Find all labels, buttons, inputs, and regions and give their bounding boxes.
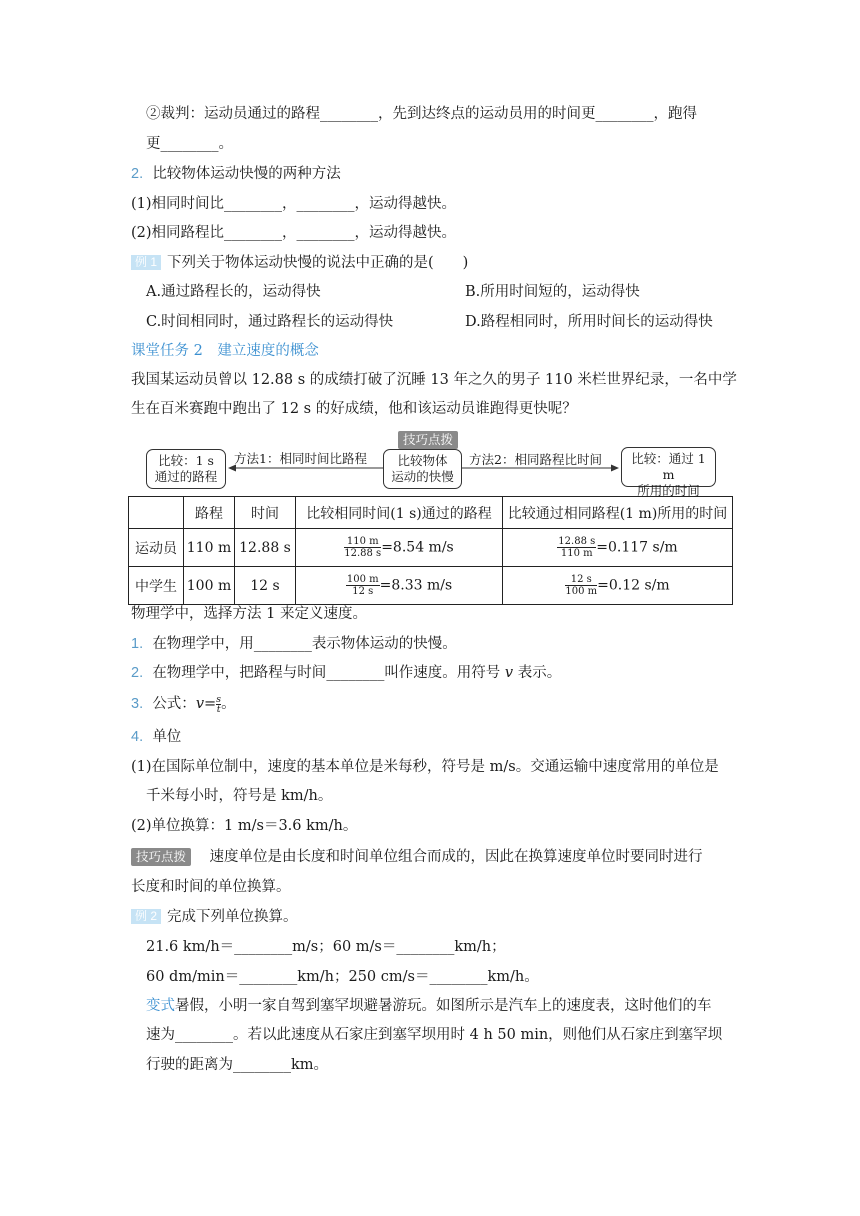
blank: ________: [320, 106, 378, 122]
tip-badge: 技巧点拨: [131, 848, 191, 866]
variant-line-2: 速为________。若以此速度从石家庄到塞罕坝用时 4 h 50 min，则他们从石家庄到塞罕坝: [146, 1027, 723, 1043]
variant-line-1: 变式暑假，小明一家自驾到塞罕坝避暑游玩。如图所示是汽车上的速度表，这时他们的车: [146, 998, 712, 1014]
fraction-cell: $\frac{12 s}{100 m}$ =0.12 s/m: [503, 567, 733, 605]
speed-formula-fraction: $\frac{s}{t}$: [216, 693, 222, 715]
method-1-line: (1)相同时间比________，________，运动得越快。: [131, 196, 457, 212]
fraction-cell: $\frac{12.88 s}{110 m}$ =0.117 s/m: [503, 529, 733, 567]
diagram-badge: 技巧点拨: [398, 431, 458, 449]
unit-1-line-2: 千米每小时，符号是 km/h。: [146, 788, 333, 804]
example-tag: 例 2: [131, 909, 161, 924]
intro-line-2: 生在百米赛跑中跑出了 12 s 的好成绩，他和该运动员谁跑得更快呢？: [131, 401, 577, 417]
diagram-method-1-label: 方法1：相同时间比路程: [234, 451, 367, 466]
diagram-arrows: [0, 0, 860, 500]
judge-line-cont: 更________。: [146, 136, 233, 152]
diagram-center-box: 比较物体 运动的快慢: [383, 449, 462, 489]
choose-method-line: 物理学中，选择方法 1 来定义速度。: [131, 606, 367, 622]
variant-tag: 变式: [146, 998, 175, 1014]
blank: ________: [595, 106, 654, 122]
task-2-heading: 课堂任务 2 建立速度的概念: [131, 343, 319, 359]
option-b: B.所用时间短的，运动得快: [465, 284, 640, 300]
diagram-left-box: 比较：1 s 通过的路程: [146, 449, 226, 489]
method-2-line: (2)相同路程比________，________，运动得越快。: [131, 225, 457, 241]
option-c: C.时间相同时，通过路程长的运动得快: [146, 314, 394, 330]
def-3-formula: 3. 公式：v= $\frac{s}{t}$ 。: [131, 693, 236, 715]
conversion-line-2: 60 dm/min＝________km/h；250 cm/s＝________km/h。: [146, 969, 539, 985]
variant-line-3: 行驶的距离为________km。: [146, 1057, 329, 1073]
tip-paragraph: 技巧点拨 速度单位是由长度和时间单位组合而成的，因此在换算速度单位时要同时进行: [131, 847, 702, 867]
diagram-right-box: 比较：通过 1 m 所用的时间: [621, 447, 716, 487]
def-2: 2. 在物理学中，把路程与时间________叫作速度。用符号 v 表示。: [131, 665, 562, 681]
judge-line: ②裁判：运动员通过的路程________，先到达终点的运动员用的时间更________，跑得: [146, 106, 697, 122]
conversion-line-1: 21.6 km/h＝________m/s；60 m/s＝________km/h；: [146, 939, 506, 955]
intro-line-1: 我国某运动员曾以 12.88 s 的成绩打破了沉睡 13 年之久的男子 110 米栏世界纪录，一名中学: [131, 372, 737, 388]
table-header-row: 路程 时间 比较相同时间(1 s)通过的路程 比较通过相同路程(1 m)所用的时间: [129, 497, 733, 529]
table-row: 中学生 100 m 12 s $\frac{100 m}{12 s}$ =8.33 m/s $\frac{12 s}{100 m}$ =0.12 s/m: [129, 567, 733, 605]
example-tag: 例 1: [131, 255, 161, 270]
unit-2: (2)单位换算：1 m/s＝3.6 km/h。: [131, 818, 358, 834]
fraction-cell: $\frac{100 m}{12 s}$ =8.33 m/s: [296, 567, 503, 605]
blank: ________: [160, 136, 219, 152]
def-4: 4. 单位: [131, 729, 182, 745]
tip-paragraph-cont: 长度和时间的单位换算。: [131, 879, 291, 895]
option-a: A.通过路程长的，运动得快: [146, 284, 321, 300]
section-2-heading: 2. 比较物体运动快慢的两种方法: [131, 166, 341, 182]
example-1: 例 1 下列关于物体运动快慢的说法中正确的是( ): [131, 253, 468, 273]
comparison-table: [128, 496, 733, 605]
option-d: D.路程相同时，所用时间长的运动得快: [465, 314, 713, 330]
diagram-method-2-label: 方法2：相同路程比时间: [469, 452, 602, 467]
def-1: 1. 在物理学中，用________表示物体运动的快慢。: [131, 636, 457, 652]
unit-1-line-1: (1)在国际单位制中，速度的基本单位是米每秒，符号是 m/s。交通运输中速度常用的单位是: [131, 759, 719, 775]
table-row: 运动员 110 m 12.88 s $\frac{110 m}{12.88 s}$ =8.54 m/s $\frac{12.88 s}{110 m}$ =0.117 s/m: [129, 529, 733, 567]
fraction-cell: $\frac{110 m}{12.88 s}$ =8.54 m/s: [296, 529, 503, 567]
example-2: 例 2 完成下列单位换算。: [131, 907, 298, 927]
